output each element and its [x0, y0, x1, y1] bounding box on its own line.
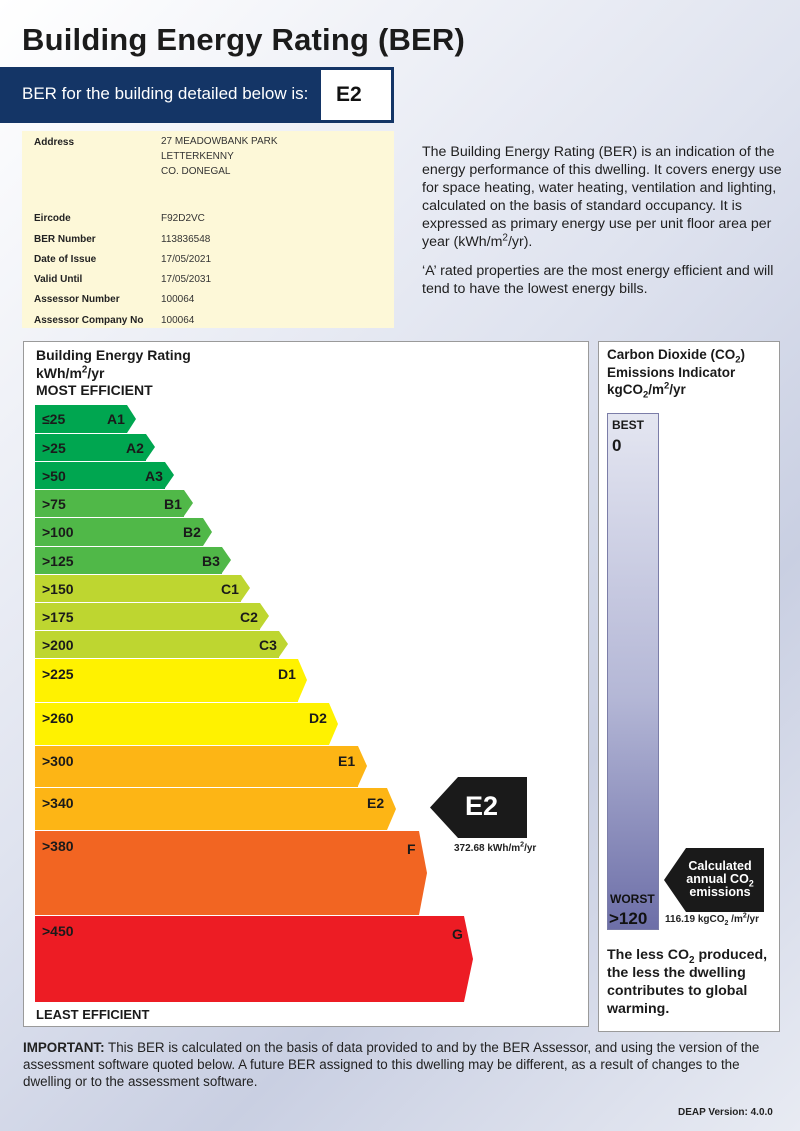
- energy-band-a1: [35, 405, 136, 433]
- energy-band-arrow-tip: [298, 659, 307, 701]
- address-line: CO. DONEGAL: [161, 166, 231, 177]
- co2-heading: Carbon Dioxide $(CO_2)$ Emissions Indicator $kgCO_2/m^2/yr$: [607, 347, 746, 401]
- assessor-number-label: Assessor Number: [34, 294, 120, 305]
- co2-worst-value: >120: [609, 909, 648, 928]
- energy-band-bar: [35, 746, 358, 787]
- energy-band-arrow-tip: [358, 746, 367, 786]
- energy-band-label: B2: [183, 524, 201, 540]
- least-efficient-label: LEAST EFFICIENT: [36, 1007, 150, 1022]
- energy-band-e1: [35, 746, 367, 787]
- energy-band-bar: [35, 659, 298, 702]
- energy-band-range: >25: [42, 440, 66, 456]
- energy-band-arrow-tip: [464, 916, 473, 1002]
- energy-band-bar: [35, 916, 464, 1002]
- energy-band-range: >225: [42, 666, 74, 682]
- co2-value: 116.19 kgCO$_2$ $/m^2/yr$: [665, 912, 759, 927]
- energy-band-b1: [35, 490, 193, 517]
- energy-band-d2: [35, 703, 338, 745]
- co2-best-label: BEST: [612, 418, 645, 432]
- page-title: Building Energy Rating (BER): [22, 22, 466, 57]
- co2-worst-label: WORST: [610, 892, 655, 906]
- energy-band-arrow-tip: [146, 434, 155, 460]
- energy-band-label: A1: [107, 411, 125, 427]
- ber-banner-text: BER for the building detailed below is:: [22, 84, 309, 103]
- energy-band-arrow-tip: [419, 831, 427, 915]
- energy-band-label: C3: [259, 637, 277, 653]
- energy-band-a2: [35, 434, 155, 461]
- energy-band-c3: [35, 631, 288, 658]
- energy-band-b3: [35, 547, 231, 574]
- eircode-value: F92D2VC: [161, 213, 205, 224]
- energy-band-label: F: [407, 841, 416, 857]
- energy-band-range: >150: [42, 581, 74, 597]
- energy-band-range: >75: [42, 496, 66, 512]
- energy-band-label: E2: [367, 795, 385, 811]
- energy-band-label: E1: [338, 753, 356, 769]
- energy-band-arrow-tip: [203, 518, 212, 546]
- energy-band-c2: [35, 603, 269, 630]
- energy-band-label: G: [452, 926, 463, 942]
- ber-description: The Building Energy Rating (BER) is an indication of the energy performance of this dwelling. It covers energy use for space heating, water heating, ventilation and lighting, calculated on the basis of standard occupancy. It is expressed as primary energy use per unit floor area per year $(kWh/m^2/yr)$.: [422, 144, 782, 250]
- assessor-company-label: Assessor Company No: [34, 315, 144, 326]
- energy-band-arrow-tip: [329, 703, 338, 745]
- energy-scale-heading: Building Energy Rating kWh/$m^2/yr$ MOST EFFICIENT: [36, 347, 191, 398]
- address-line: LETTERKENNY: [161, 151, 234, 162]
- co2-best-value: 0: [612, 436, 622, 455]
- energy-band-range: ≤25: [42, 411, 66, 427]
- energy-band-arrow-tip: [184, 490, 193, 516]
- energy-band-label: A3: [145, 468, 163, 484]
- energy-band-range: >175: [42, 609, 74, 625]
- deap-version: DEAP Version: 4.0.0: [678, 1107, 773, 1118]
- energy-band-range: >380: [42, 838, 74, 854]
- energy-band-bar: [35, 788, 387, 830]
- address-label: Address: [34, 137, 75, 148]
- energy-band-g: [35, 916, 473, 1002]
- valid-until-label: Valid Until: [34, 274, 83, 285]
- energy-band-arrow-tip: [165, 462, 174, 488]
- energy-band-range: >260: [42, 710, 74, 726]
- assessor-company-value: 100064: [161, 315, 195, 326]
- energy-band-arrow-tip: [387, 788, 396, 830]
- energy-band-range: >340: [42, 795, 74, 811]
- ber-number-value: 113836548: [161, 234, 211, 245]
- energy-band-bar: [35, 703, 329, 745]
- ber-description-rating-note: ‘A’ rated properties are the most energy efficient and will tend to have the lowest energy bills.: [422, 263, 774, 297]
- energy-band-range: >200: [42, 637, 74, 653]
- energy-band-label: B1: [164, 496, 182, 512]
- energy-band-arrow-tip: [279, 631, 288, 657]
- date-of-issue-label: Date of Issue: [34, 254, 97, 265]
- energy-band-arrow-tip: [241, 575, 250, 601]
- energy-value: 372.68 kWh/$m^2/yr$: [454, 841, 537, 854]
- eircode-label: Eircode: [34, 213, 71, 224]
- energy-band-range: >450: [42, 923, 74, 939]
- energy-band-label: B3: [202, 553, 220, 569]
- energy-band-range: >100: [42, 524, 74, 540]
- energy-band-arrow-tip: [222, 547, 231, 573]
- ber-rating-box: E2: [320, 69, 392, 121]
- date-of-issue-value: 17/05/2021: [161, 254, 212, 265]
- energy-band-b2: [35, 518, 212, 546]
- important-notice: IMPORTANT: This BER is calculated on the basis of data provided to and by the BER Assessor, and using the version of the assessment software quoted below. A future BER assigned to this dwelling may be different, as a result of changes to the dwelling or to the assessment software.: [23, 1040, 760, 1089]
- energy-band-label: A2: [126, 440, 144, 456]
- energy-band-arrow-tip: [127, 405, 136, 433]
- co2-arrow-text: Calculated annual $CO_2$ emissions: [686, 859, 754, 899]
- co2-note: The less $CO_2$ produced, the less the dwelling contributes to global warming.: [607, 947, 768, 1017]
- energy-band-arrow-tip: [260, 603, 269, 629]
- energy-band-a3: [35, 462, 174, 489]
- energy-band-d1: [35, 659, 307, 702]
- energy-band-label: C1: [221, 581, 239, 597]
- current-rating-label: E2: [465, 791, 499, 821]
- energy-band-range: >125: [42, 553, 74, 569]
- valid-until-value: 17/05/2031: [161, 274, 212, 285]
- energy-band-range: >300: [42, 753, 74, 769]
- assessor-number-value: 100064: [161, 294, 195, 305]
- co2-scale-bar: [607, 413, 659, 930]
- energy-band-label: D2: [309, 710, 327, 726]
- energy-band-c1: [35, 575, 250, 602]
- address-line: 27 MEADOWBANK PARK: [161, 136, 278, 147]
- energy-band-range: >50: [42, 468, 66, 484]
- energy-band-e2: [35, 788, 396, 830]
- energy-band-label: D1: [278, 666, 296, 682]
- energy-band-label: C2: [240, 609, 258, 625]
- ber-number-label: BER Number: [34, 234, 96, 245]
- energy-band-f: [35, 831, 427, 915]
- energy-band-bar: [35, 831, 419, 915]
